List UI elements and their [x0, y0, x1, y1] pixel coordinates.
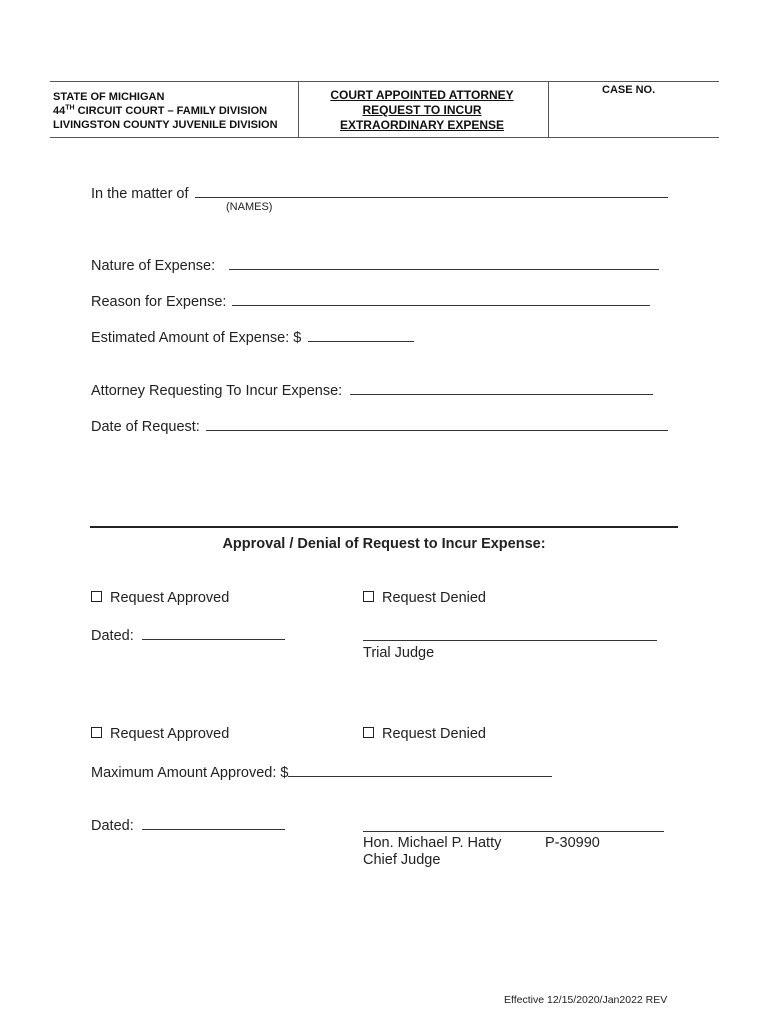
attorney-field[interactable] — [350, 381, 653, 395]
block2-denied[interactable] — [363, 726, 486, 742]
block1-signature-line[interactable] — [363, 640, 657, 641]
amount-label: Estimated Amount of Expense: $ — [91, 330, 302, 346]
reason-label: Reason for Expense: — [91, 294, 227, 310]
nature-row — [91, 256, 659, 274]
block1-approved-label: Request Approved — [110, 590, 230, 606]
block1-dated-row — [91, 626, 285, 644]
block2-dated-label: Dated: — [91, 818, 134, 834]
names-caption: (NAMES) — [226, 201, 273, 213]
block1-approved[interactable] — [91, 590, 229, 606]
nature-field[interactable] — [229, 256, 659, 270]
max-amount-field[interactable] — [288, 763, 552, 777]
block2-signature-line[interactable] — [363, 831, 664, 832]
nature-label: Nature of Expense: — [91, 258, 216, 274]
max-amount-row — [91, 763, 552, 781]
section-divider — [90, 526, 678, 528]
block2-signer-name: Hon. Michael P. Hatty — [363, 835, 502, 851]
reason-field[interactable] — [232, 292, 650, 306]
form-title-line3: EXTRAORDINARY EXPENSE — [339, 118, 505, 132]
block2-approved[interactable] — [91, 726, 229, 742]
block2-denied-label: Request Denied — [382, 726, 486, 742]
block1-denied[interactable] — [363, 590, 486, 606]
circuit-name: CIRCUIT COURT – FAMILY DIVISION — [74, 105, 268, 117]
court-info — [53, 90, 278, 132]
block2-signer-number: P-30990 — [545, 835, 600, 851]
court-circuit — [53, 104, 278, 118]
block2-dated-field[interactable] — [142, 816, 285, 830]
circuit-ordinal: TH — [65, 104, 75, 112]
date-request-field[interactable] — [206, 417, 668, 431]
case-no-label: CASE NO. — [602, 84, 656, 96]
header-top-rule — [50, 81, 719, 82]
checkbox-icon[interactable] — [363, 591, 374, 602]
form-title — [299, 88, 545, 133]
effective-date: Effective 12/15/2020/Jan2022 REV — [504, 994, 668, 1006]
circuit-number: 44 — [53, 105, 66, 117]
block2-dated-row — [91, 816, 285, 834]
attorney-row — [91, 381, 653, 399]
attorney-label: Attorney Requesting To Incur Expense: — [91, 383, 343, 399]
checkbox-icon[interactable] — [91, 591, 102, 602]
block1-dated-label: Dated: — [91, 628, 134, 644]
court-division: LIVINGSTON COUNTY JUVENILE DIVISION — [53, 119, 278, 131]
date-label: Date of Request: — [91, 419, 200, 435]
matter-names-field[interactable] — [195, 184, 668, 198]
reason-row — [91, 292, 650, 310]
block1-denied-label: Request Denied — [382, 590, 486, 606]
matter-label: In the matter of — [91, 186, 189, 202]
approval-heading: Approval / Denial of Request to Incur Expense: — [222, 536, 546, 552]
amount-row — [91, 328, 414, 346]
checkbox-icon[interactable] — [363, 727, 374, 738]
form-title-line2: REQUEST TO INCUR — [362, 103, 482, 117]
amount-field[interactable] — [308, 328, 414, 342]
case-no-field[interactable] — [552, 98, 716, 134]
matter-row — [91, 184, 668, 202]
block2-signer-title: Chief Judge — [363, 852, 441, 868]
header-bottom-rule — [50, 137, 719, 138]
court-state: STATE OF MICHIGAN — [53, 91, 165, 103]
block1-signer-title: Trial Judge — [363, 645, 435, 661]
block1-dated-field[interactable] — [142, 626, 285, 640]
block2-approved-label: Request Approved — [110, 726, 230, 742]
header-divider-right — [548, 81, 549, 138]
max-amount-label: Maximum Amount Approved: $ — [91, 765, 289, 781]
form-title-line1: COURT APPOINTED ATTORNEY — [330, 88, 514, 102]
checkbox-icon[interactable] — [91, 727, 102, 738]
date-row — [91, 417, 668, 435]
